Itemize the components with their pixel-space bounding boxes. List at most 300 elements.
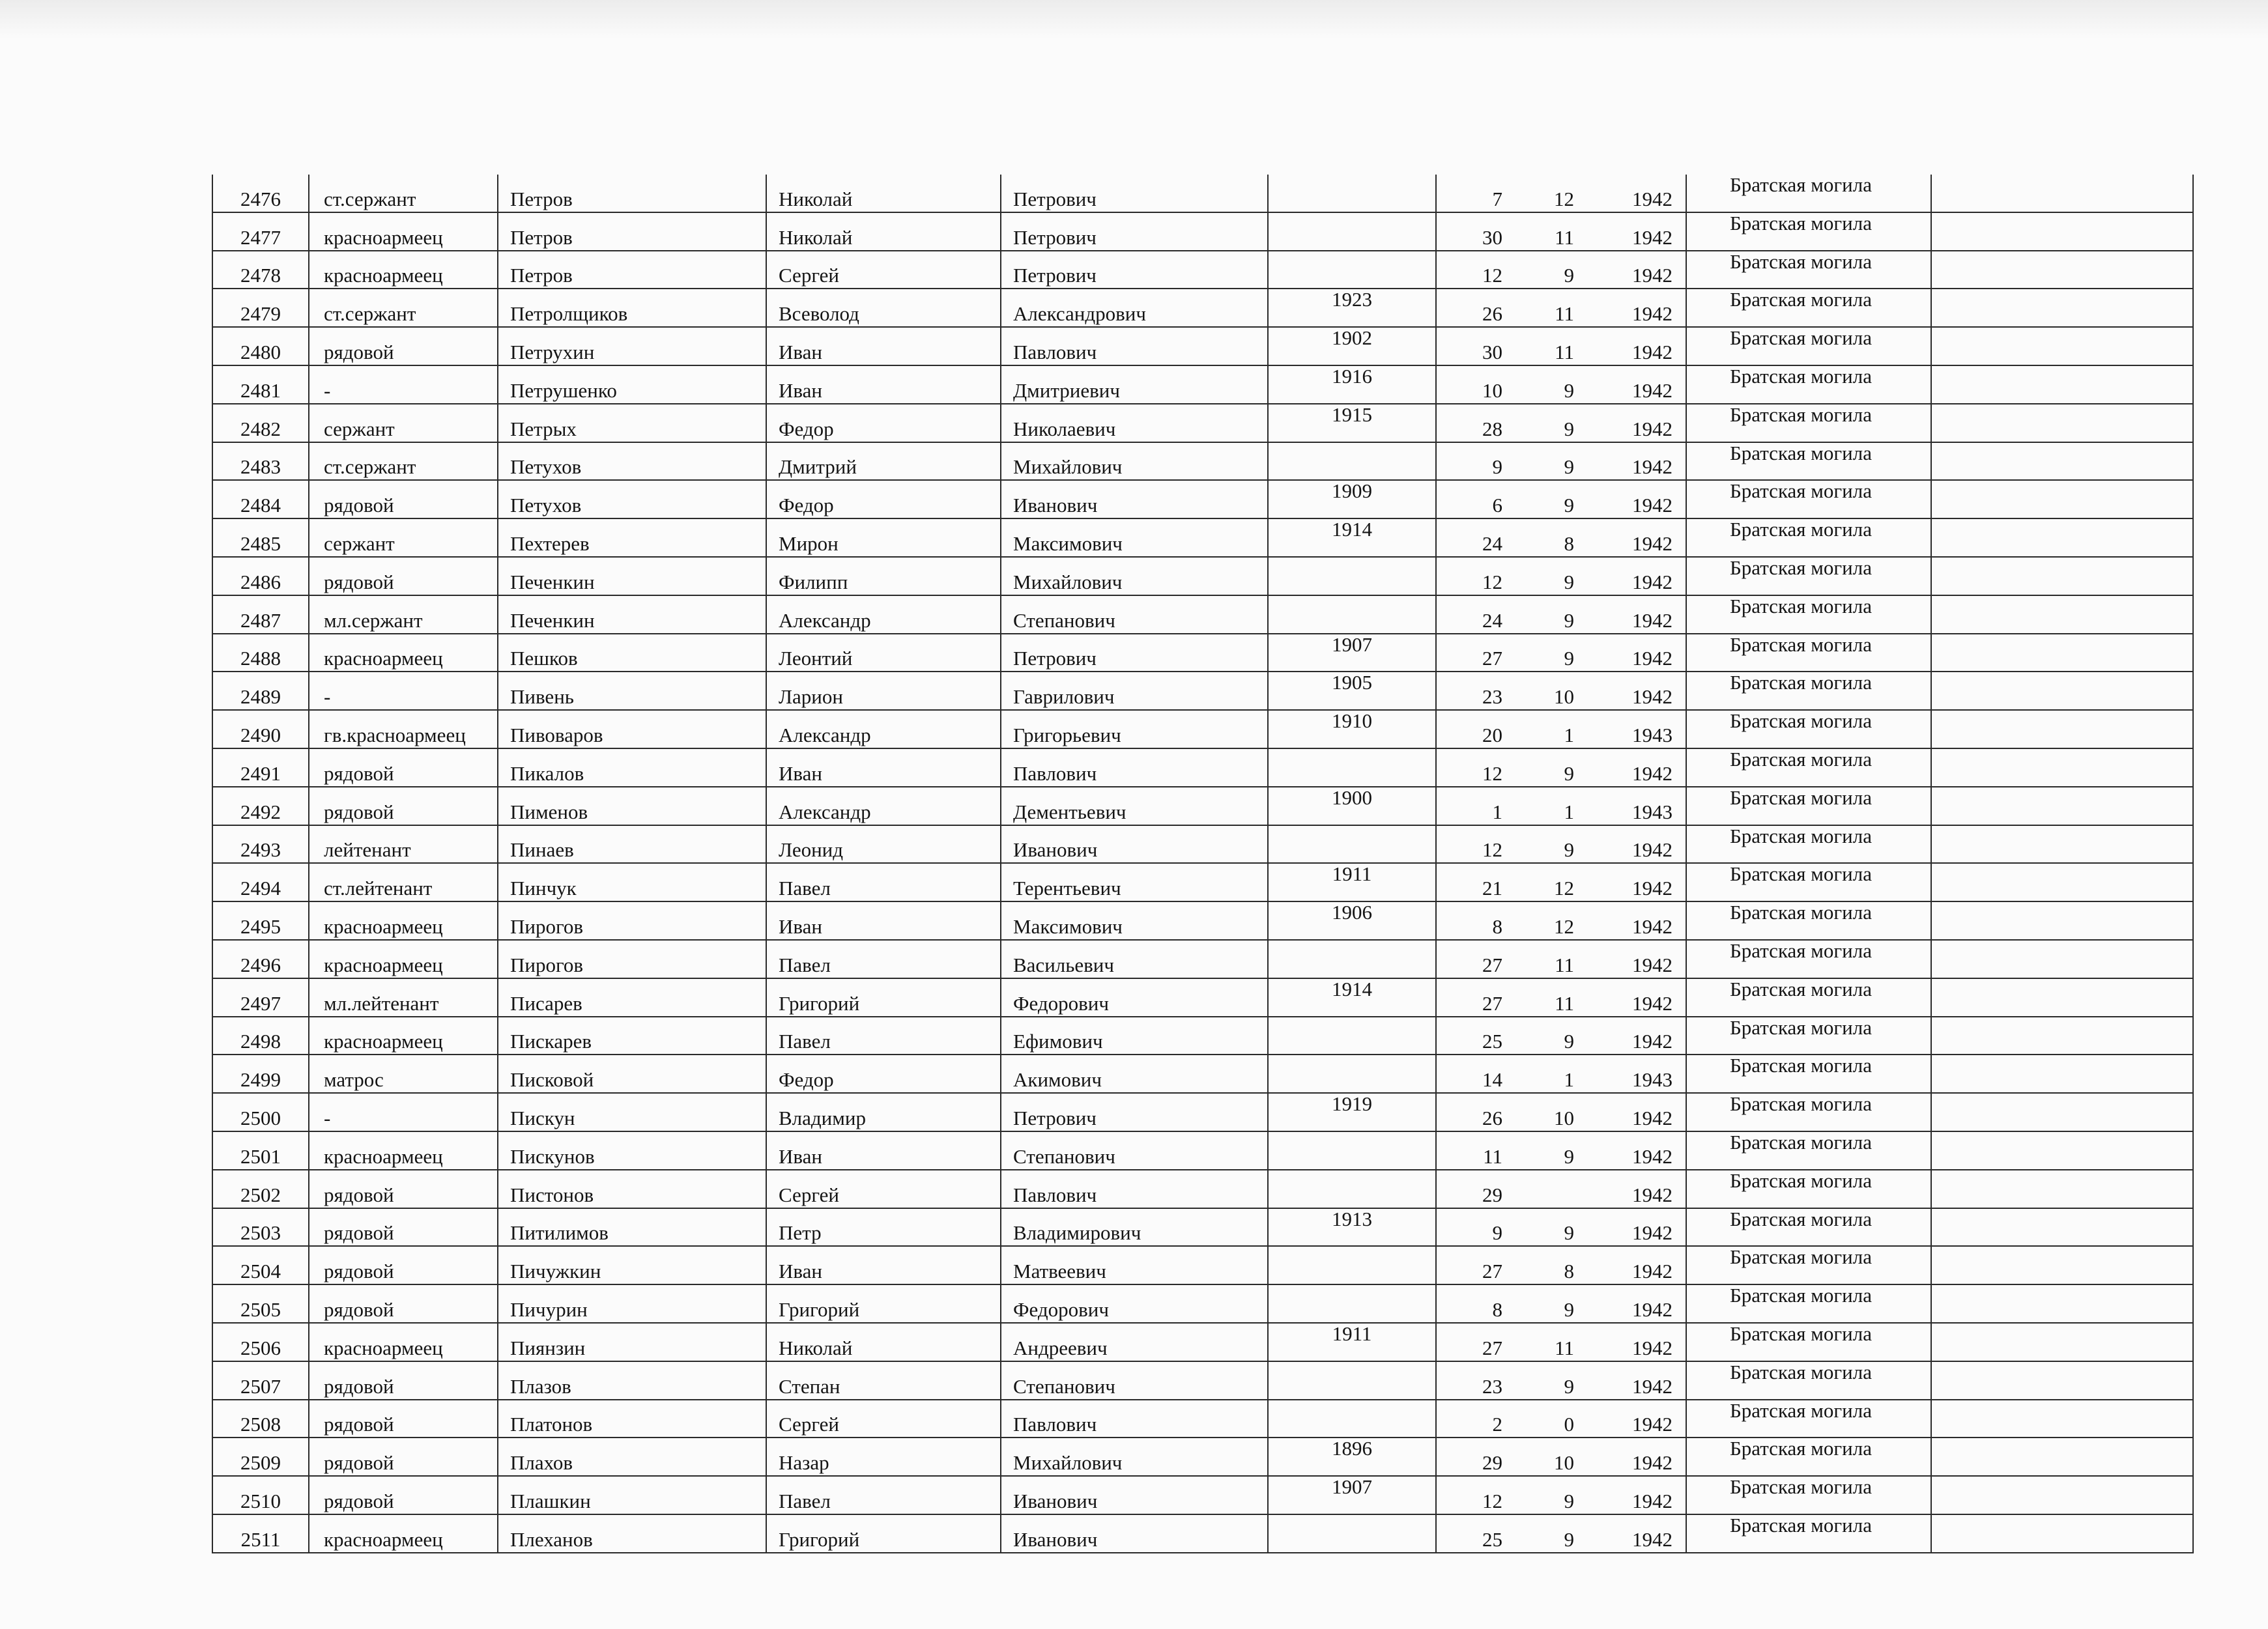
- rank-cell: сержант: [309, 404, 498, 442]
- first-name-cell: Степан: [766, 1361, 1001, 1400]
- notes-cell: [1931, 480, 2193, 518]
- burial-place-cell: Братская могила: [1686, 175, 1931, 212]
- death-day-cell: 8: [1436, 1284, 1512, 1323]
- first-name-cell: Дмитрий: [766, 442, 1001, 481]
- death-day-cell: 21: [1436, 863, 1512, 901]
- burial-place-cell: Братская могила: [1686, 710, 1931, 748]
- patronymic-cell: Павлович: [1001, 1170, 1268, 1208]
- death-month-cell: [1512, 1170, 1583, 1208]
- surname-cell: Пистонов: [498, 1170, 766, 1208]
- birth-year-cell: 1915: [1268, 404, 1436, 442]
- death-day-cell: 11: [1436, 1131, 1512, 1170]
- rank-cell: ст.сержант: [309, 175, 498, 212]
- record-number: 2490: [212, 710, 309, 748]
- record-number: 2505: [212, 1284, 309, 1323]
- rank-cell: рядовой: [309, 748, 498, 787]
- birth-year-cell: [1268, 212, 1436, 251]
- burial-place-cell: Братская могила: [1686, 1438, 1931, 1476]
- first-name-cell: Владимир: [766, 1093, 1001, 1131]
- patronymic-cell: Андреевич: [1001, 1323, 1268, 1361]
- death-day-cell: 12: [1436, 557, 1512, 595]
- death-year-cell: 1942: [1583, 251, 1686, 289]
- notes-cell: [1931, 212, 2193, 251]
- death-month-cell: 12: [1512, 901, 1583, 940]
- surname-cell: Петролщиков: [498, 289, 766, 327]
- record-number: 2497: [212, 978, 309, 1017]
- rank-cell: рядовой: [309, 1246, 498, 1284]
- first-name-cell: Сергей: [766, 1400, 1001, 1438]
- patronymic-cell: Максимович: [1001, 901, 1268, 940]
- death-day-cell: 23: [1436, 672, 1512, 710]
- death-year-cell: 1942: [1583, 825, 1686, 864]
- burial-place-cell: Братская могила: [1686, 327, 1931, 365]
- burial-place-cell: Братская могила: [1686, 1400, 1931, 1438]
- record-number: 2480: [212, 327, 309, 365]
- notes-cell: [1931, 1438, 2193, 1476]
- first-name-cell: Мирон: [766, 518, 1001, 557]
- rank-cell: рядовой: [309, 1438, 498, 1476]
- burial-place-cell: Братская могила: [1686, 978, 1931, 1017]
- birth-year-cell: [1268, 1284, 1436, 1323]
- table-row: [212, 1284, 2193, 1323]
- notes-cell: [1931, 940, 2193, 978]
- birth-year-cell: [1268, 1017, 1436, 1055]
- death-day-cell: 25: [1436, 1017, 1512, 1055]
- notes-cell: [1931, 1170, 2193, 1208]
- table-row: [212, 404, 2193, 442]
- patronymic-cell: Акимович: [1001, 1055, 1268, 1093]
- patronymic-cell: Михайлович: [1001, 557, 1268, 595]
- patronymic-cell: Степанович: [1001, 595, 1268, 634]
- record-number: 2483: [212, 442, 309, 481]
- death-day-cell: 8: [1436, 901, 1512, 940]
- birth-year-cell: [1268, 1514, 1436, 1553]
- rank-cell: сержант: [309, 518, 498, 557]
- surname-cell: Платонов: [498, 1400, 766, 1438]
- notes-cell: [1931, 1284, 2193, 1323]
- burial-place-cell: Братская могила: [1686, 672, 1931, 710]
- burial-place-cell: Братская могила: [1686, 557, 1931, 595]
- death-day-cell: 2: [1436, 1400, 1512, 1438]
- rank-cell: красноармеец: [309, 1017, 498, 1055]
- burial-place-cell: Братская могила: [1686, 1208, 1931, 1247]
- rank-cell: рядовой: [309, 1208, 498, 1247]
- surname-cell: Пименов: [498, 787, 766, 825]
- death-month-cell: 10: [1512, 1438, 1583, 1476]
- first-name-cell: Александр: [766, 787, 1001, 825]
- death-day-cell: 10: [1436, 365, 1512, 404]
- notes-cell: [1931, 634, 2193, 672]
- record-number: 2504: [212, 1246, 309, 1284]
- death-month-cell: 1: [1512, 710, 1583, 748]
- birth-year-cell: 1914: [1268, 978, 1436, 1017]
- rank-cell: рядовой: [309, 787, 498, 825]
- rank-cell: мл.сержант: [309, 595, 498, 634]
- surname-cell: Пичужкин: [498, 1246, 766, 1284]
- patronymic-cell: Ефимович: [1001, 1017, 1268, 1055]
- first-name-cell: Назар: [766, 1438, 1001, 1476]
- death-month-cell: 9: [1512, 365, 1583, 404]
- record-number: 2500: [212, 1093, 309, 1131]
- table-row: [212, 1438, 2193, 1476]
- death-month-cell: 9: [1512, 442, 1583, 481]
- death-year-cell: 1942: [1583, 289, 1686, 327]
- rank-cell: -: [309, 672, 498, 710]
- birth-year-cell: [1268, 1131, 1436, 1170]
- notes-cell: [1931, 1093, 2193, 1131]
- surname-cell: Пинаев: [498, 825, 766, 864]
- birth-year-cell: 1911: [1268, 863, 1436, 901]
- notes-cell: [1931, 557, 2193, 595]
- death-day-cell: 7: [1436, 175, 1512, 212]
- death-day-cell: 12: [1436, 1476, 1512, 1514]
- death-year-cell: 1942: [1583, 212, 1686, 251]
- surname-cell: Пискунов: [498, 1131, 766, 1170]
- surname-cell: Пикалов: [498, 748, 766, 787]
- scan-shadow: [0, 0, 2268, 39]
- record-number: 2476: [212, 175, 309, 212]
- birth-year-cell: 1911: [1268, 1323, 1436, 1361]
- surname-cell: Печенкин: [498, 557, 766, 595]
- table-row: [212, 748, 2193, 787]
- death-day-cell: 23: [1436, 1361, 1512, 1400]
- burial-place-cell: Братская могила: [1686, 1514, 1931, 1553]
- table-row: [212, 787, 2193, 825]
- first-name-cell: Иван: [766, 365, 1001, 404]
- patronymic-cell: Иванович: [1001, 480, 1268, 518]
- record-number: 2503: [212, 1208, 309, 1247]
- record-number: 2491: [212, 748, 309, 787]
- table-row: [212, 1208, 2193, 1247]
- first-name-cell: Леонтий: [766, 634, 1001, 672]
- death-year-cell: 1942: [1583, 518, 1686, 557]
- record-number: 2482: [212, 404, 309, 442]
- birth-year-cell: 1900: [1268, 787, 1436, 825]
- table-row: [212, 595, 2193, 634]
- table-row: [212, 289, 2193, 327]
- birth-year-cell: 1896: [1268, 1438, 1436, 1476]
- surname-cell: Пискун: [498, 1093, 766, 1131]
- death-year-cell: 1943: [1583, 710, 1686, 748]
- death-day-cell: 29: [1436, 1438, 1512, 1476]
- surname-cell: Плашкин: [498, 1476, 766, 1514]
- patronymic-cell: Федорович: [1001, 1284, 1268, 1323]
- table-row: [212, 1017, 2193, 1055]
- record-number: 2496: [212, 940, 309, 978]
- rank-cell: красноармеец: [309, 901, 498, 940]
- notes-cell: [1931, 901, 2193, 940]
- death-year-cell: 1942: [1583, 1246, 1686, 1284]
- burial-place-cell: Братская могила: [1686, 1361, 1931, 1400]
- patronymic-cell: Петрович: [1001, 1093, 1268, 1131]
- first-name-cell: Федор: [766, 1055, 1001, 1093]
- death-day-cell: 27: [1436, 634, 1512, 672]
- birth-year-cell: [1268, 1400, 1436, 1438]
- death-month-cell: 8: [1512, 1246, 1583, 1284]
- surname-cell: Питилимов: [498, 1208, 766, 1247]
- surname-cell: Пичурин: [498, 1284, 766, 1323]
- patronymic-cell: Терентьевич: [1001, 863, 1268, 901]
- surname-cell: Петухов: [498, 442, 766, 481]
- table-row: [212, 825, 2193, 864]
- first-name-cell: Филипп: [766, 557, 1001, 595]
- first-name-cell: Сергей: [766, 251, 1001, 289]
- record-number: 2481: [212, 365, 309, 404]
- notes-cell: [1931, 1400, 2193, 1438]
- record-number: 2499: [212, 1055, 309, 1093]
- death-year-cell: 1942: [1583, 1476, 1686, 1514]
- table-row: [212, 365, 2193, 404]
- first-name-cell: Александр: [766, 595, 1001, 634]
- record-number: 2488: [212, 634, 309, 672]
- patronymic-cell: Александрович: [1001, 289, 1268, 327]
- table-row: [212, 1055, 2193, 1093]
- patronymic-cell: Петрович: [1001, 251, 1268, 289]
- burial-place-cell: Братская могила: [1686, 1323, 1931, 1361]
- birth-year-cell: 1913: [1268, 1208, 1436, 1247]
- birth-year-cell: 1919: [1268, 1093, 1436, 1131]
- record-number: 2493: [212, 825, 309, 864]
- birth-year-cell: [1268, 595, 1436, 634]
- rank-cell: ст.сержант: [309, 289, 498, 327]
- notes-cell: [1931, 1131, 2193, 1170]
- notes-cell: [1931, 175, 2193, 212]
- burial-place-cell: Братская могила: [1686, 1170, 1931, 1208]
- birth-year-cell: [1268, 1246, 1436, 1284]
- death-year-cell: 1942: [1583, 365, 1686, 404]
- rank-cell: красноармеец: [309, 1514, 498, 1553]
- death-month-cell: 9: [1512, 1361, 1583, 1400]
- death-day-cell: 6: [1436, 480, 1512, 518]
- birth-year-cell: [1268, 1361, 1436, 1400]
- death-day-cell: 27: [1436, 978, 1512, 1017]
- table-row: [212, 940, 2193, 978]
- surname-cell: Пешков: [498, 634, 766, 672]
- death-month-cell: 9: [1512, 251, 1583, 289]
- burial-place-cell: Братская могила: [1686, 1093, 1931, 1131]
- table-row: [212, 1170, 2193, 1208]
- birth-year-cell: 1905: [1268, 672, 1436, 710]
- death-year-cell: 1942: [1583, 442, 1686, 481]
- burial-place-cell: Братская могила: [1686, 901, 1931, 940]
- first-name-cell: Всеволод: [766, 289, 1001, 327]
- burial-place-cell: Братская могила: [1686, 289, 1931, 327]
- table-row: [212, 863, 2193, 901]
- death-day-cell: 12: [1436, 748, 1512, 787]
- death-year-cell: 1942: [1583, 327, 1686, 365]
- rank-cell: красноармеец: [309, 1131, 498, 1170]
- death-month-cell: 9: [1512, 1208, 1583, 1247]
- document-sheet: [212, 175, 2192, 1551]
- death-year-cell: 1942: [1583, 595, 1686, 634]
- table-row: [212, 480, 2193, 518]
- death-year-cell: 1942: [1583, 557, 1686, 595]
- first-name-cell: Ларион: [766, 672, 1001, 710]
- rank-cell: рядовой: [309, 1361, 498, 1400]
- table-row: [212, 978, 2193, 1017]
- patronymic-cell: Гаврилович: [1001, 672, 1268, 710]
- rank-cell: лейтенант: [309, 825, 498, 864]
- birth-year-cell: 1907: [1268, 1476, 1436, 1514]
- rank-cell: красноармеец: [309, 634, 498, 672]
- table-row: [212, 442, 2193, 481]
- surname-cell: Петрых: [498, 404, 766, 442]
- rank-cell: красноармеец: [309, 212, 498, 251]
- birth-year-cell: [1268, 557, 1436, 595]
- surname-cell: Печенкин: [498, 595, 766, 634]
- burial-place-cell: Братская могила: [1686, 825, 1931, 864]
- death-month-cell: 9: [1512, 1514, 1583, 1553]
- birth-year-cell: 1902: [1268, 327, 1436, 365]
- rank-cell: гв.красноармеец: [309, 710, 498, 748]
- rank-cell: рядовой: [309, 480, 498, 518]
- burial-place-cell: Братская могила: [1686, 251, 1931, 289]
- burial-place-cell: Братская могила: [1686, 1055, 1931, 1093]
- burial-place-cell: Братская могила: [1686, 480, 1931, 518]
- death-year-cell: 1942: [1583, 404, 1686, 442]
- death-month-cell: 9: [1512, 557, 1583, 595]
- surname-cell: Петрухин: [498, 327, 766, 365]
- death-month-cell: 9: [1512, 480, 1583, 518]
- notes-cell: [1931, 1055, 2193, 1093]
- burial-place-cell: Братская могила: [1686, 442, 1931, 481]
- birth-year-cell: 1909: [1268, 480, 1436, 518]
- death-day-cell: 9: [1436, 1208, 1512, 1247]
- rank-cell: красноармеец: [309, 940, 498, 978]
- notes-cell: [1931, 1323, 2193, 1361]
- death-year-cell: 1942: [1583, 1284, 1686, 1323]
- table-row: [212, 634, 2193, 672]
- first-name-cell: Иван: [766, 748, 1001, 787]
- first-name-cell: Иван: [766, 1246, 1001, 1284]
- rank-cell: мл.лейтенант: [309, 978, 498, 1017]
- death-year-cell: 1942: [1583, 901, 1686, 940]
- table-row: [212, 1361, 2193, 1400]
- burial-place-cell: Братская могила: [1686, 1284, 1931, 1323]
- death-day-cell: 27: [1436, 940, 1512, 978]
- surname-cell: Петров: [498, 212, 766, 251]
- death-year-cell: 1942: [1583, 672, 1686, 710]
- death-year-cell: 1942: [1583, 978, 1686, 1017]
- table-row: [212, 327, 2193, 365]
- patronymic-cell: Михайлович: [1001, 1438, 1268, 1476]
- death-day-cell: 29: [1436, 1170, 1512, 1208]
- first-name-cell: Павел: [766, 1476, 1001, 1514]
- first-name-cell: Николай: [766, 212, 1001, 251]
- record-number: 2495: [212, 901, 309, 940]
- record-number: 2507: [212, 1361, 309, 1400]
- rank-cell: красноармеец: [309, 251, 498, 289]
- birth-year-cell: [1268, 1170, 1436, 1208]
- birth-year-cell: [1268, 748, 1436, 787]
- table-row: [212, 901, 2193, 940]
- surname-cell: Писковой: [498, 1055, 766, 1093]
- birth-year-cell: [1268, 1055, 1436, 1093]
- death-year-cell: 1942: [1583, 1361, 1686, 1400]
- surname-cell: Петров: [498, 251, 766, 289]
- death-day-cell: 25: [1436, 1514, 1512, 1553]
- patronymic-cell: Петрович: [1001, 634, 1268, 672]
- burial-place-cell: Братская могила: [1686, 518, 1931, 557]
- death-month-cell: 12: [1512, 863, 1583, 901]
- table-row: [212, 710, 2193, 748]
- death-day-cell: 1: [1436, 787, 1512, 825]
- rank-cell: рядовой: [309, 1284, 498, 1323]
- death-year-cell: 1942: [1583, 1514, 1686, 1553]
- notes-cell: [1931, 442, 2193, 481]
- birth-year-cell: [1268, 442, 1436, 481]
- burial-place-cell: Братская могила: [1686, 940, 1931, 978]
- death-month-cell: 10: [1512, 672, 1583, 710]
- notes-cell: [1931, 251, 2193, 289]
- first-name-cell: Иван: [766, 327, 1001, 365]
- death-year-cell: 1942: [1583, 1208, 1686, 1247]
- table-row: [212, 1323, 2193, 1361]
- patronymic-cell: Степанович: [1001, 1361, 1268, 1400]
- surname-cell: Плеханов: [498, 1514, 766, 1553]
- death-month-cell: 9: [1512, 825, 1583, 864]
- surname-cell: Пирогов: [498, 940, 766, 978]
- rank-cell: -: [309, 1093, 498, 1131]
- death-month-cell: 11: [1512, 212, 1583, 251]
- patronymic-cell: Павлович: [1001, 1400, 1268, 1438]
- record-number: 2478: [212, 251, 309, 289]
- death-day-cell: 30: [1436, 327, 1512, 365]
- table-row: [212, 251, 2193, 289]
- surname-cell: Пискарев: [498, 1017, 766, 1055]
- rank-cell: рядовой: [309, 557, 498, 595]
- notes-cell: [1931, 327, 2193, 365]
- death-day-cell: 14: [1436, 1055, 1512, 1093]
- death-month-cell: 1: [1512, 787, 1583, 825]
- notes-cell: [1931, 289, 2193, 327]
- notes-cell: [1931, 595, 2193, 634]
- surname-cell: Пивень: [498, 672, 766, 710]
- birth-year-cell: [1268, 940, 1436, 978]
- death-month-cell: 10: [1512, 1093, 1583, 1131]
- notes-cell: [1931, 518, 2193, 557]
- table-row: [212, 212, 2193, 251]
- notes-cell: [1931, 863, 2193, 901]
- notes-cell: [1931, 1246, 2193, 1284]
- death-year-cell: 1942: [1583, 1438, 1686, 1476]
- surname-cell: Писарев: [498, 978, 766, 1017]
- patronymic-cell: Павлович: [1001, 748, 1268, 787]
- notes-cell: [1931, 748, 2193, 787]
- first-name-cell: Николай: [766, 175, 1001, 212]
- death-year-cell: 1943: [1583, 1055, 1686, 1093]
- rank-cell: рядовой: [309, 327, 498, 365]
- death-year-cell: 1942: [1583, 1017, 1686, 1055]
- birth-year-cell: [1268, 175, 1436, 212]
- first-name-cell: Павел: [766, 863, 1001, 901]
- table-row: [212, 1514, 2193, 1553]
- death-month-cell: 11: [1512, 940, 1583, 978]
- death-month-cell: 11: [1512, 1323, 1583, 1361]
- notes-cell: [1931, 1514, 2193, 1553]
- death-month-cell: 9: [1512, 748, 1583, 787]
- surname-cell: Плазов: [498, 1361, 766, 1400]
- burial-place-cell: Братская могила: [1686, 748, 1931, 787]
- table-row: [212, 1131, 2193, 1170]
- notes-cell: [1931, 825, 2193, 864]
- patronymic-cell: Петрович: [1001, 175, 1268, 212]
- death-month-cell: 11: [1512, 289, 1583, 327]
- death-year-cell: 1942: [1583, 634, 1686, 672]
- birth-year-cell: 1906: [1268, 901, 1436, 940]
- burial-place-cell: Братская могила: [1686, 1131, 1931, 1170]
- rank-cell: -: [309, 365, 498, 404]
